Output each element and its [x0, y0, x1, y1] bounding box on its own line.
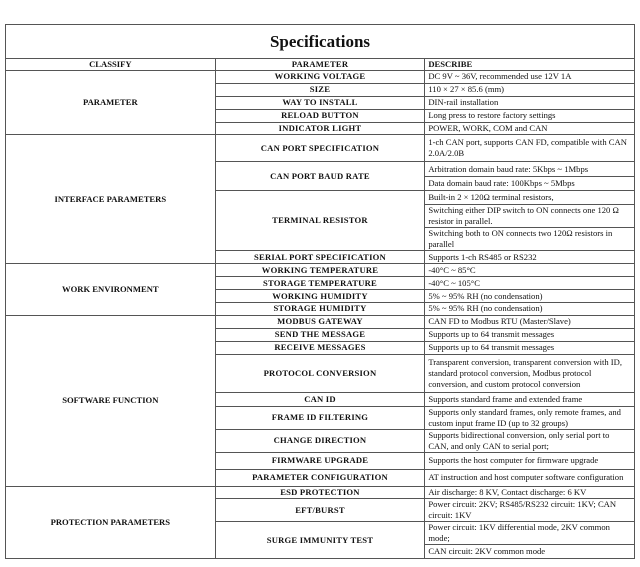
- classify-cell: PROTECTION PARAMETERS: [6, 486, 216, 559]
- page-title: Specifications: [6, 25, 635, 59]
- describe-cell: Switching both to ON connects two 120Ω resistors in parallel: [425, 228, 635, 251]
- parameter-cell: STORAGE TEMPERATURE: [215, 277, 425, 290]
- describe-cell: DIN-rail installation: [425, 96, 635, 109]
- describe-cell: Supports standard frame and extended frame: [425, 392, 635, 406]
- parameter-cell: INDICATOR LIGHT: [215, 122, 425, 135]
- parameter-cell: SERIAL PORT SPECIFICATION: [215, 251, 425, 264]
- describe-cell: CAN circuit: 2KV common mode: [425, 545, 635, 559]
- describe-cell: Air discharge: 8 KV, Contact discharge: 6 KV: [425, 486, 635, 499]
- parameter-cell: FRAME ID FILTERING: [215, 406, 425, 429]
- describe-cell: Switching either DIP switch to ON connects one 120 Ω resistor in parallel.: [425, 205, 635, 228]
- parameter-cell: FIRMWARE UPGRADE: [215, 452, 425, 469]
- parameter-cell: WORKING VOLTAGE: [215, 71, 425, 84]
- parameter-cell: ESD PROTECTION: [215, 486, 425, 499]
- describe-cell: DC 9V ~ 36V, recommended use 12V 1A: [425, 71, 635, 84]
- describe-cell: Supports 1-ch RS485 or RS232: [425, 251, 635, 264]
- parameter-cell: SIZE: [215, 83, 425, 96]
- describe-cell: 1-ch CAN port, supports CAN FD, compatible with CAN 2.0A/2.0B: [425, 135, 635, 162]
- describe-cell: Power circuit: 1KV differential mode, 2KV common mode;: [425, 522, 635, 545]
- parameter-cell: WORKING HUMIDITY: [215, 290, 425, 303]
- describe-cell: Power circuit: 2KV; RS485/RS232 circuit: 1KV; CAN circuit: 1KV: [425, 499, 635, 522]
- describe-cell: Supports the host computer for firmware upgrade: [425, 452, 635, 469]
- parameter-cell: TERMINAL RESISTOR: [215, 191, 425, 251]
- describe-cell: -40°C ~ 105°C: [425, 277, 635, 290]
- classify-cell: INTERFACE PARAMETERS: [6, 135, 216, 264]
- parameter-cell: RECEIVE MESSAGES: [215, 341, 425, 354]
- table-row: [6, 71, 635, 84]
- describe-cell: Built-in 2 × 120Ω terminal resistors,: [425, 191, 635, 205]
- describe-cell: Long press to restore factory settings: [425, 109, 635, 122]
- describe-cell: 110 × 27 × 85.6 (mm): [425, 83, 635, 96]
- describe-cell: 5% ~ 95% RH (no condensation): [425, 303, 635, 316]
- parameter-cell: CAN PORT SPECIFICATION: [215, 135, 425, 162]
- table-row: [6, 264, 635, 277]
- classify-cell: WORK ENVIRONMENT: [6, 264, 216, 316]
- parameter-cell: STORAGE HUMIDITY: [215, 303, 425, 316]
- describe-cell: Arbitration domain baud rate: 5Kbps ~ 1Mbps: [425, 162, 635, 177]
- classify-cell: SOFTWARE FUNCTION: [6, 315, 216, 486]
- describe-cell: POWER, WORK, COM and CAN: [425, 122, 635, 135]
- header-row: [6, 59, 635, 71]
- title-row: [6, 25, 635, 59]
- parameter-cell: SEND THE MESSAGE: [215, 328, 425, 341]
- describe-cell: Transparent conversion, transparent conversion with ID, standard protocol conversion, Modbus protocol conversion, and custom protocol conversion: [425, 354, 635, 392]
- describe-cell: -40°C ~ 85°C: [425, 264, 635, 277]
- parameter-cell: RELOAD BUTTON: [215, 109, 425, 122]
- header-parameter: PARAMETER: [215, 59, 425, 71]
- classify-cell: PARAMETER: [6, 71, 216, 135]
- describe-cell: CAN FD to Modbus RTU (Master/Slave): [425, 315, 635, 328]
- parameter-cell: CHANGE DIRECTION: [215, 429, 425, 452]
- parameter-cell: CAN ID: [215, 392, 425, 406]
- describe-cell: Supports bidirectional conversion, only serial port to CAN, and only CAN to serial port;: [425, 429, 635, 452]
- header-classify: CLASSIFY: [6, 59, 216, 71]
- parameter-cell: PROTOCOL CONVERSION: [215, 354, 425, 392]
- describe-cell: AT instruction and host computer software configuration: [425, 469, 635, 486]
- parameter-cell: CAN PORT BAUD RATE: [215, 162, 425, 191]
- spec-sheet: [5, 24, 635, 559]
- parameter-cell: MODBUS GATEWAY: [215, 315, 425, 328]
- table-row: [6, 135, 635, 162]
- describe-cell: 5% ~ 95% RH (no condensation): [425, 290, 635, 303]
- header-describe: DESCRIBE: [425, 59, 635, 71]
- parameter-cell: WAY TO INSTALL: [215, 96, 425, 109]
- describe-cell: Data domain baud rate: 100Kbps ~ 5Mbps: [425, 176, 635, 191]
- describe-cell: Supports up to 64 transmit messages: [425, 341, 635, 354]
- describe-cell: Supports up to 64 transmit messages: [425, 328, 635, 341]
- parameter-cell: PARAMETER CONFIGURATION: [215, 469, 425, 486]
- spec-table: [5, 24, 635, 559]
- parameter-cell: SURGE IMMUNITY TEST: [215, 522, 425, 559]
- table-row: [6, 315, 635, 328]
- describe-cell: Supports only standard frames, only remote frames, and custom input frame ID (up to 32 groups): [425, 406, 635, 429]
- parameter-cell: WORKING TEMPERATURE: [215, 264, 425, 277]
- table-row: [6, 486, 635, 499]
- parameter-cell: EFT/BURST: [215, 499, 425, 522]
